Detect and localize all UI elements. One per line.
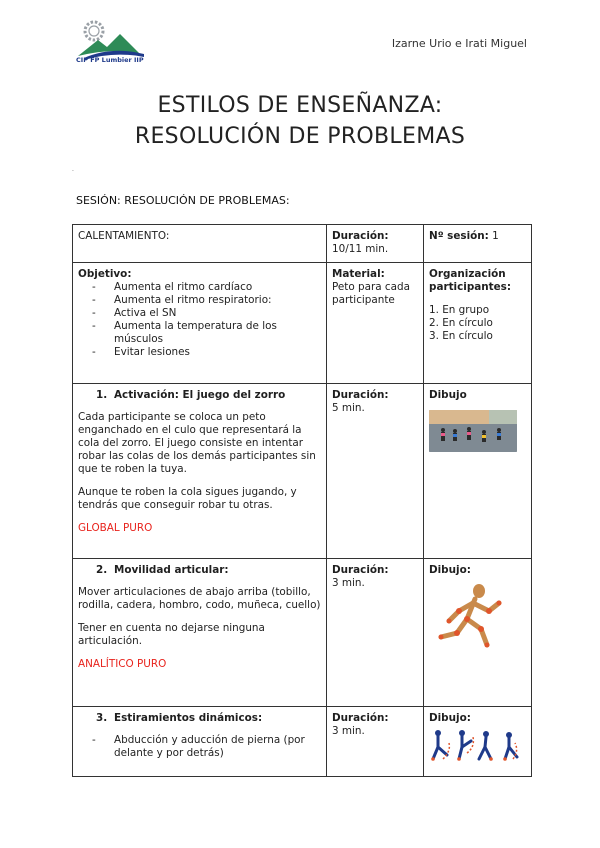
duration-label: Duración: [332,230,389,242]
drawing-label: Dibujo: [429,564,471,576]
drawing-label: Dibujo [429,389,467,401]
stray-dot: . [72,166,74,173]
list-item: 2. En círculo [429,317,493,329]
list-item: - Evitar lesiones [92,346,321,359]
activity-1-duration [327,384,424,559]
activity-1-paragraph: Cada participante se coloca un peto enganchado en el culo que representará la cola del zorro. El juego consiste en intentar robar las colas de los demás participantes sin que te roben la tuya. [78,411,316,475]
duration-value: 10/11 min. [332,243,389,255]
activity-3-list [78,734,321,760]
fox-game-photo [429,410,517,452]
activity-3-title: 3. Estiramientos dinámicos: [96,712,263,724]
material-label: Material: [332,268,385,280]
material-value: Peto para cada participante [332,281,410,306]
duration-value: 3 min. [332,725,365,737]
activity-3-description [73,707,327,777]
activity-2-drawing [424,559,532,707]
list-item: - Abducción y aducción de pierna (por delante y por detrás) [92,734,321,760]
organization-cell [424,263,532,384]
duration-label: Duración: [332,564,389,576]
activity-2-paragraph: Mover articulaciones de abajo arriba (tobillo, rodilla, cadera, hombro, codo, muñeca, cuello) [78,586,321,611]
session-number-cell [424,225,532,263]
drawing-label: Dibujo: [429,712,471,724]
page-title [0,90,600,152]
activity-2-style: ANALÍTICO PURO [78,658,167,670]
list-item: - Activa el SN [92,307,321,320]
activity-3-duration [327,707,424,777]
activity-1-drawing [424,384,532,559]
session-heading: SESIÓN: RESOLUCIÓN DE PROBLEMAS: [76,194,290,207]
material-cell [327,263,424,384]
activity-1-title: 1. Activación: El juego del zorro [96,389,286,401]
authors: Izarne Urio e Irati Miguel [391,37,527,50]
objectives-cell [73,263,327,384]
activity-3-drawing [424,707,532,777]
logo-caption: CIP FP Lumbier IIP [76,56,144,64]
warmup-cell [73,225,327,263]
title-line-1: ESTILOS DE ENSEÑANZA: [157,93,443,118]
activity-row-2 [73,559,532,707]
activity-row-1 [73,384,532,559]
list-item: 1. En grupo [429,304,490,316]
wooden-mannequin-icon [429,581,519,657]
session-number-label: Nº sesión: [429,230,489,242]
list-item: - Aumenta el ritmo respiratorio: [92,294,321,307]
activity-2-title: 2. Movilidad articular: [96,564,229,576]
duration-value: 3 min. [332,577,365,589]
duration-cell [327,225,424,263]
activity-2-duration [327,559,424,707]
duration-label: Duración: [332,389,389,401]
sun-gear-icon [85,22,103,40]
list-item: 3. En círculo [429,330,493,342]
list-item: - Aumenta el ritmo cardíaco [92,281,321,294]
activity-2-description [73,559,327,707]
duration-label: Duración: [332,712,389,724]
table-header-row [73,225,532,263]
organization-list [429,304,526,343]
list-item: - Aumenta la temperatura de los músculos [92,320,321,346]
objectives-label: Objetivo: [78,268,132,280]
duration-value: 5 min. [332,402,365,414]
session-number-value: 1 [492,230,499,242]
activity-1-description [73,384,327,559]
activity-2-paragraph: Tener en cuenta no dejarse ninguna articulación. [78,622,265,647]
activity-row-3 [73,707,532,777]
session-table [72,224,532,777]
activity-1-paragraph: Aunque te roben la cola sigues jugando, y tendrás que conseguir robar tu otras. [78,486,297,511]
objectives-list [78,281,321,359]
stretching-figures-icon [429,729,521,763]
title-line-2: RESOLUCIÓN DE PROBLEMAS [134,124,466,149]
objectives-row [73,263,532,384]
organization-label: Organización participantes: [429,268,512,293]
activity-1-style: GLOBAL PURO [78,522,153,534]
warmup-label: CALENTAMIENTO: [78,230,170,242]
